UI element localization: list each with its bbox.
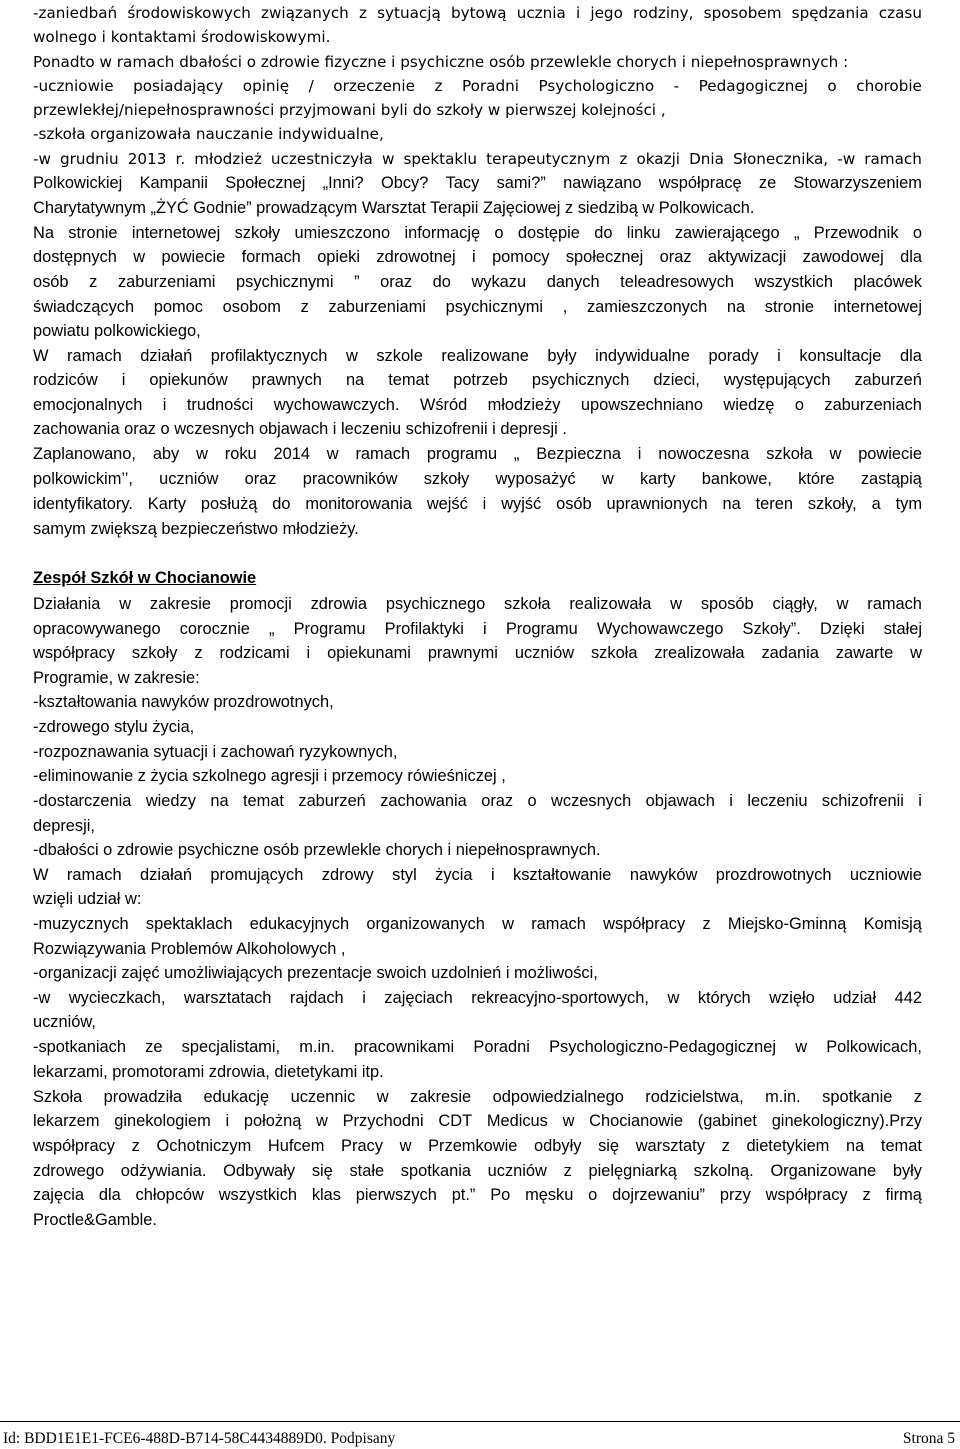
text-line: wzięli udział w: — [33, 890, 142, 908]
text-line: osób z zaburzeniami psychicznymi ” oraz do wykazu danych teleadresowych wszystkich placówek — [33, 273, 922, 291]
text-line: Programie, w zakresie: — [33, 669, 200, 687]
text-line: identyfikatory. Karty posłużą do monitorowania wejść i wyjść osób uprawnionych na teren szkoły, a tym — [33, 495, 922, 513]
text-line: depresji, — [33, 817, 95, 835]
text-line: lekarzami, promotorami zdrowia, dietetykami itp. — [33, 1063, 384, 1081]
text-line: współpracy z Ochotniczym Hufcem Pracy w Przemkowie odbyły się warsztaty z dietetykiem na temat — [33, 1137, 922, 1155]
text-line: -dostarczenia wiedzy na temat zaburzeń zachowania oraz o wczesnych objawach i leczeniu schizofrenii i — [33, 792, 922, 810]
text-line: W ramach działań profilaktycznych w szkole realizowane były indywidualne porady i konsultacje dla — [33, 347, 922, 365]
text-line: współpracy szkoły z rodzicami i opiekunami prawnymi uczniów szkoła zrealizowała zadania zawarte w — [33, 644, 922, 662]
text-line: Ponadto w ramach dbałości o zdrowie fizyczne i psychiczne osób przewlekle chorych i niepełnosprawnych : — [33, 53, 849, 71]
text-line: polkowickim’’, uczniów oraz pracowników szkoły wyposażyć w karty bankowe, które zastąpią — [33, 470, 922, 488]
text-line: powiatu polkowickiego, — [33, 322, 201, 340]
text-line: Charytatywnym „ŻYĆ Godnie” prowadzącym Warsztat Terapii Zajęciowej z siedzibą w Polkowicach. — [33, 199, 755, 217]
footer-divider — [0, 1421, 960, 1422]
text-line: -w grudniu 2013 r. młodzież uczestniczyła w spektaklu terapeutycznym z okazji Dnia Słonecznika, -w ramach — [33, 150, 922, 168]
text-line: W ramach działań promujących zdrowy styl życia i kształtowanie nawyków prozdrowotnych uczniowie — [33, 866, 922, 884]
text-line: opracowywanego corocznie „ Programu Profilaktyki i Programu Wychowawczego Szkoły”. Dzięki stałej — [33, 620, 922, 638]
text-line: Proctle&Gamble. — [33, 1211, 157, 1229]
text-line: -w wycieczkach, warsztatach rajdach i zajęciach rekreacyjno-sportowych, w których wzięło udział 442 — [33, 989, 922, 1007]
text-line: przewlekłej/niepełnosprawności przyjmowani byli do szkoły w pierwszej kolejności , — [33, 101, 666, 119]
text-line: -spotkaniach ze specjalistami, m.in. pracownikami Poradni Psychologiczno-Pedagogicznej w Polkowicach, — [33, 1038, 922, 1056]
text-line: -zaniedbań środowiskowych związanych z sytuacją bytową ucznia i jego rodziny, sposobem spędzania czasu — [33, 4, 922, 22]
text-line: -zdrowego stylu życia, — [33, 718, 195, 736]
text-line: -muzycznych spektaklach edukacyjnych organizowanych w ramach współpracy z Miejsko-Gminną Komisją — [33, 915, 922, 933]
text-line: zachowania oraz o wczesnych objawach i leczeniu schizofrenii i depresji . — [33, 420, 567, 438]
text-line: uczniów, — [33, 1013, 96, 1031]
text-line: -organizacji zajęć umożliwiających prezentacje swoich uzdolnień i możliwości, — [33, 964, 598, 982]
text-line: wolnego i kontaktami środowiskowymi. — [33, 28, 331, 46]
footer-id: Id: BDD1E1E1-FCE6-488D-B714-58C4434889D0. Podpisany — [3, 1430, 396, 1447]
text-line: świadczących pomoc osobom z zaburzeniami psychicznymi , zamieszczonych na stronie internetowej — [33, 298, 922, 316]
text-line: Szkoła prowadziła edukację uczennic w zakresie odpowiedzialnego rodzicielstwa, m.in. spotkanie z — [33, 1088, 922, 1106]
text-line: emocjonalnych i trudności wychowawczych. Wśród młodzieży upowszechniano wiedzę o zaburzeniach — [33, 396, 922, 414]
text-line: Rozwiązywania Problemów Alkoholowych , — [33, 940, 346, 958]
text-line: zdrowego odżywiania. Odbywały się stałe spotkania uczniów z pielęgniarką szkolną. Organizowane były — [33, 1162, 922, 1180]
text-line: Działania w zakresie promocji zdrowia psychicznego szkoła realizowała w sposób ciągły, w ramach — [33, 595, 922, 613]
section-heading: Zespół Szkół w Chocianowie — [33, 569, 257, 587]
text-line: -uczniowie posiadający opinię / orzeczenie z Poradni Psychologiczno - Pedagogicznej o chorobie — [33, 77, 922, 95]
text-line: -szkoła organizowała nauczanie indywidualne, — [33, 125, 384, 143]
text-line: dostępnych w powiecie formach opieki zdrowotnej i pomocy społecznej oraz aktywizacji zawodowej dla — [33, 248, 922, 266]
text-line: samym zwiększą bezpieczeństwo młodzieży. — [33, 520, 359, 538]
text-line: rodziców i opiekunów prawnych na temat potrzeb psychicznych dzieci, występujących zaburzeń — [33, 371, 922, 389]
text-line: -dbałości o zdrowie psychiczne osób przewlekle chorych i niepełnosprawnych. — [33, 841, 601, 859]
footer-page-number: Strona 5 — [902, 1430, 955, 1447]
text-line: -rozpoznawania sytuacji i zachowań ryzykownych, — [33, 743, 398, 761]
text-line: zajęcia dla chłopców wszystkich klas pierwszych pt.” Po męsku o dojrzewaniu” przy współpracy z firmą — [33, 1186, 922, 1204]
text-line: Polkowickiej Kampanii Społecznej „Inni? Obcy? Tacy sami?” nawiązano współpracę ze Stowarzyszeniem — [33, 174, 922, 192]
text-line: lekarzem ginekologiem i położną w Przychodni CDT Medicus w Chocianowie (gabinet ginekologiczny).Przy — [33, 1112, 922, 1130]
text-line: -kształtowania nawyków prozdrowotnych, — [33, 693, 334, 711]
text-line: Na stronie internetowej szkoły umieszczono informację o dostępie do linku zawierającego „ Przewodnik o — [33, 224, 922, 242]
text-line: Zaplanowano, aby w roku 2014 w ramach programu „ Bezpieczna i nowoczesna szkoła w powiecie — [33, 445, 922, 463]
text-line: -eliminowanie z życia szkolnego agresji i przemocy rówieśniczej , — [33, 767, 506, 785]
